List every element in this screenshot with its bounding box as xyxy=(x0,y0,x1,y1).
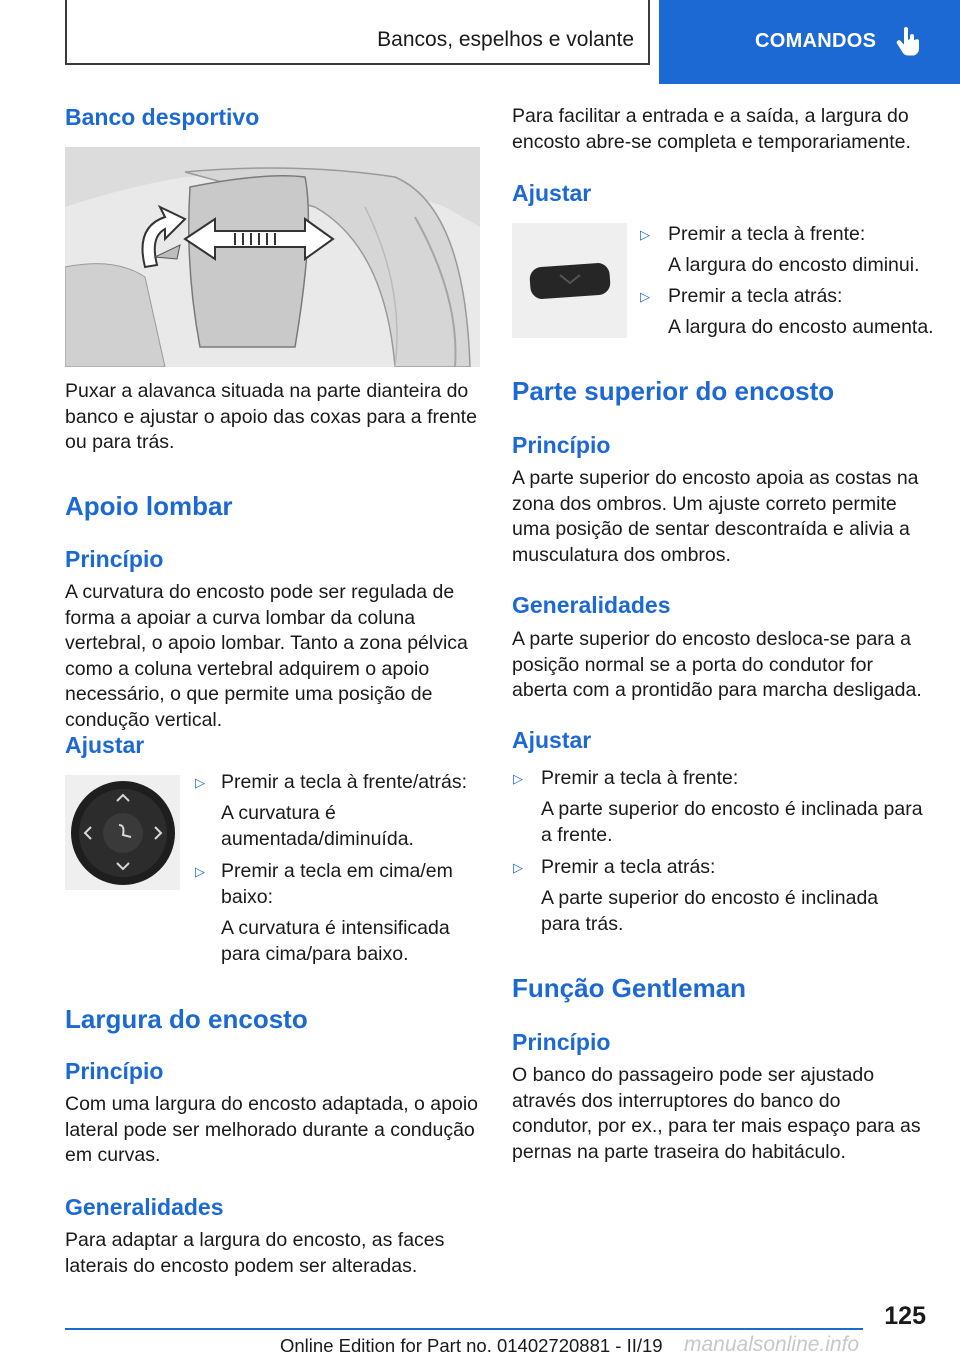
list-bullet-triangle-icon: ▷ xyxy=(640,227,650,242)
list-bullet-triangle-icon: ▷ xyxy=(513,860,523,875)
list-bullet-triangle-icon: ▷ xyxy=(513,771,523,786)
width-item-1-result: A largura do encosto diminui. xyxy=(668,254,920,276)
footer-divider xyxy=(65,1328,863,1330)
list-bullet-triangle-icon: ▷ xyxy=(195,775,205,790)
upper-item-1-action: Premir a tecla à frente: xyxy=(541,767,739,789)
gentleman-principle-text: O banco do passageiro pode ser ajustado através dos interruptores do banco do condutor, por ex., para ter mais espaço para as pernas na parte traseira do habitáculo. xyxy=(512,1064,921,1163)
seat-thigh-support-illustration xyxy=(65,147,480,367)
upper-general-text: A parte superior do encosto desloca-se para a posição normal se a porta do condutor for aberta com a prontidão para marcha desligada. xyxy=(512,628,922,701)
lumbar-switch-image xyxy=(65,775,180,890)
sport-seat-text: Puxar a alavanca situada na parte dianteira do banco e ajustar o apoio das coxas para a frente ou para trás. xyxy=(65,380,477,453)
page-number: 125 xyxy=(884,1302,926,1330)
lumbar-principle-text: A curvatura do encosto pode ser regulada de forma a apoiar a curva lombar da coluna vertebral, o apoio lombar. Tanto a zona pélvica como a coluna vertebral adquirem o apoio necessário, o que permite uma posição de condução vertical. xyxy=(65,581,468,731)
lumbar-item-2-action: Premir a tecla em cima/em baixo: xyxy=(221,860,453,908)
lumbar-adjust-heading: Ajustar xyxy=(65,732,145,758)
upper-principle-heading: Princípio xyxy=(512,432,611,458)
lumbar-item-2-result: A curvatura é intensificada para cima/para baixo. xyxy=(221,917,450,965)
upper-item-1-result: A parte superior do encosto é inclinada para a frente. xyxy=(541,798,923,846)
gentleman-heading: Função Gentleman xyxy=(512,973,747,1003)
upper-adjust-heading: Ajustar xyxy=(512,727,592,753)
width-item-2-result: A largura do encosto aumenta. xyxy=(668,316,934,338)
gentleman-principle-heading: Princípio xyxy=(512,1029,611,1055)
upper-principle-text: A parte superior do encosto apoia as costas na zona dos ombros. Um ajuste correto permite uma posição de sentar descontraída e alivia a musculatura dos ombros. xyxy=(512,467,919,566)
lumbar-item-1-action: Premir a tecla à frente/atrás: xyxy=(221,771,468,793)
list-bullet-triangle-icon: ▷ xyxy=(195,864,205,879)
header-chapter-box xyxy=(65,0,650,65)
sport-seat-heading: Banco desportivo xyxy=(65,104,260,130)
lumbar-heading: Apoio lombar xyxy=(65,491,233,521)
lumbar-switch-illustration xyxy=(65,775,180,890)
chapter-tab-label: COMANDOS xyxy=(755,30,877,52)
list-bullet-triangle-icon: ▷ xyxy=(640,289,650,304)
sport-seat-image xyxy=(65,147,480,367)
width-item-1-action: Premir a tecla à frente: xyxy=(668,223,866,245)
backrest-width-principle-text: Com uma largura do encosto adaptada, o apoio lateral pode ser melhorado durante a condução em curvas. xyxy=(65,1093,479,1166)
upper-item-2-action: Premir a tecla atrás: xyxy=(541,856,716,878)
backrest-width-principle-heading: Princípio xyxy=(65,1058,164,1084)
upper-general-heading: Generalidades xyxy=(512,592,671,618)
backrest-width-general-text: Para adaptar a largura do encosto, as faces laterais do encosto podem ser alteradas. xyxy=(65,1229,445,1277)
lumbar-principle-heading: Princípio xyxy=(65,546,164,572)
width-continued-text: Para facilitar a entrada e a saída, a largura do encosto abre-se completa e temporariamente. xyxy=(512,105,911,153)
chapter-tab[interactable] xyxy=(659,0,960,84)
lumbar-item-1-result: A curvatura é aumentada/diminuída. xyxy=(221,802,414,850)
width-adjust-heading: Ajustar xyxy=(512,180,592,206)
hand-pointer-icon xyxy=(896,26,922,56)
backrest-width-general-heading: Generalidades xyxy=(65,1194,224,1220)
width-item-2-action: Premir a tecla atrás: xyxy=(668,285,843,307)
width-switch-illustration xyxy=(512,223,627,338)
chapter-title: Bancos, espelhos e volante xyxy=(377,28,634,51)
upper-item-2-result: A parte superior do encosto é inclinada para trás. xyxy=(541,887,879,935)
upper-backrest-heading: Parte superior do encosto xyxy=(512,376,835,406)
edition-text: Online Edition for Part no. 01402720881 - II/19 xyxy=(280,1335,663,1356)
width-switch-image xyxy=(512,223,627,338)
backrest-width-heading: Largura do encosto xyxy=(65,1004,308,1034)
watermark-text: manualsonline.info xyxy=(684,1333,860,1356)
